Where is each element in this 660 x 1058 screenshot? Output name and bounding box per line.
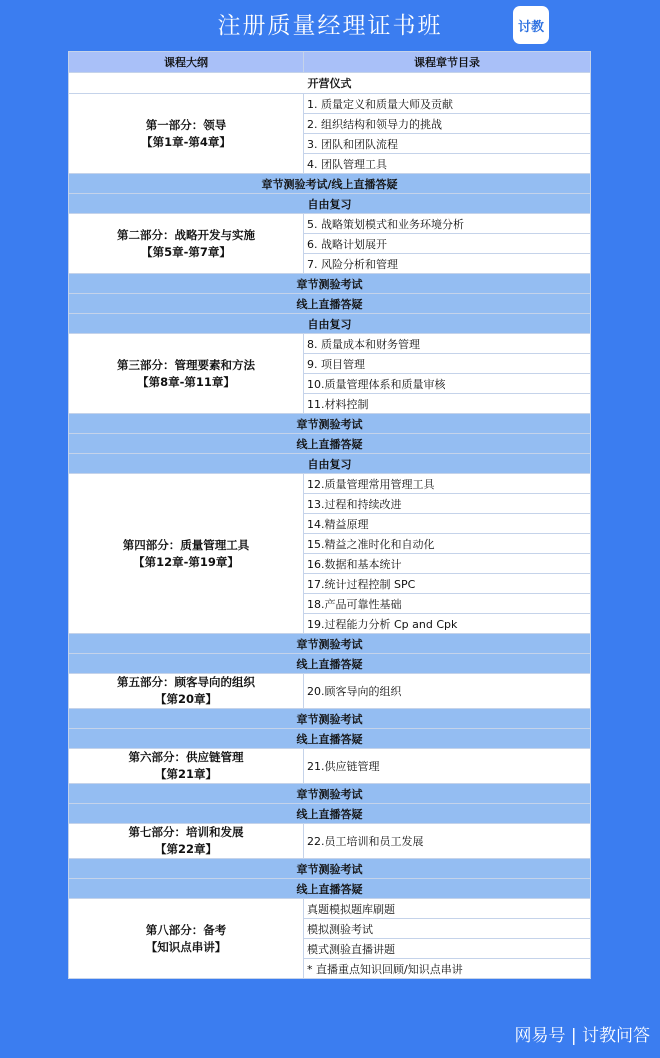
part-name: 第五部分：顾客导向的组织 <box>117 675 255 689</box>
chapter-item: 6. 战略计划展开 <box>304 234 591 254</box>
milestone-label: 章节测验考试/线上直播答疑 <box>69 174 591 194</box>
chapter-item: 8. 质量成本和财务管理 <box>304 334 591 354</box>
milestone-row <box>69 634 591 654</box>
chapter-item: 15.精益之准时化和自动化 <box>304 534 591 554</box>
table-row <box>69 674 591 709</box>
table-row <box>69 899 591 919</box>
part-range: 【第20章】 <box>154 692 217 706</box>
opening-row <box>69 73 591 94</box>
milestone-row <box>69 194 591 214</box>
part-name: 第二部分：战略开发与实施 <box>117 227 255 242</box>
part-cell <box>69 214 304 274</box>
milestone-row <box>69 879 591 899</box>
chapter-item: 9. 项目管理 <box>304 354 591 374</box>
chapter-item: 11.材料控制 <box>304 394 591 414</box>
part-range: 【第8章-第11章】 <box>137 374 235 389</box>
milestone-label: 线上直播答疑 <box>69 654 591 674</box>
chapter-item: 1. 质量定义和质量大师及贡献 <box>304 94 591 114</box>
chapter-item: 真题模拟题库刷题 <box>304 899 591 919</box>
chapter-item: 4. 团队管理工具 <box>304 154 591 174</box>
milestone-label: 线上直播答疑 <box>69 294 591 314</box>
milestone-label: 章节测验考试 <box>69 274 591 294</box>
chapter-item: 21.供应链管理 <box>304 749 591 784</box>
part-range: 【第21章】 <box>154 767 217 781</box>
milestone-row <box>69 294 591 314</box>
chapter-item: 12.质量管理常用管理工具 <box>304 474 591 494</box>
chapter-item: 模拟测验考试 <box>304 919 591 939</box>
table-header-row <box>69 52 591 73</box>
milestone-label: 自由复习 <box>69 314 591 334</box>
part-name: 第一部分：领导 <box>145 117 227 132</box>
milestone-label: 章节测验考试 <box>69 859 591 879</box>
milestone-row <box>69 804 591 824</box>
milestone-row <box>69 174 591 194</box>
part-cell <box>69 749 304 784</box>
milestone-row <box>69 729 591 749</box>
milestone-row <box>69 859 591 879</box>
part-cell <box>69 899 304 979</box>
watermark: 网易号 | 讨教问答 <box>514 1026 650 1046</box>
milestone-label: 自由复习 <box>69 454 591 474</box>
page-title: 注册质量经理证书班 <box>217 13 443 39</box>
opening-label: 开营仪式 <box>69 73 591 94</box>
part-cell <box>69 334 304 414</box>
milestone-label: 线上直播答疑 <box>69 729 591 749</box>
milestone-label: 线上直播答疑 <box>69 434 591 454</box>
milestone-label: 章节测验考试 <box>69 784 591 804</box>
course-table <box>68 51 590 979</box>
chapter-item: 16.数据和基本统计 <box>304 554 591 574</box>
table-row <box>69 749 591 784</box>
part-range: 【知识点串讲】 <box>145 939 227 954</box>
part-name: 第七部分：培训和发展 <box>128 825 244 839</box>
chapter-item: 7. 风险分析和管理 <box>304 254 591 274</box>
part-name: 第六部分：供应链管理 <box>128 750 244 764</box>
milestone-row <box>69 434 591 454</box>
chapter-item: 20.顾客导向的组织 <box>304 674 591 709</box>
chapter-item: 3. 团队和团队流程 <box>304 134 591 154</box>
chapter-item: 14.精益原理 <box>304 514 591 534</box>
part-name: 第四部分：质量管理工具 <box>122 537 250 552</box>
brand-logo: 讨教 <box>513 6 549 44</box>
chapter-item: 18.产品可靠性基础 <box>304 594 591 614</box>
milestone-row <box>69 274 591 294</box>
chapter-item: 模式测验直播讲题 <box>304 939 591 959</box>
table-row <box>69 214 591 234</box>
milestone-row <box>69 414 591 434</box>
chapter-item: 10.质量管理体系和质量审核 <box>304 374 591 394</box>
milestone-row <box>69 709 591 729</box>
chapter-item: 17.统计过程控制 SPC <box>304 574 591 594</box>
milestone-row <box>69 454 591 474</box>
chapter-item: 2. 组织结构和领导力的挑战 <box>304 114 591 134</box>
milestone-label: 线上直播答疑 <box>69 804 591 824</box>
chapter-item: * 直播重点知识回顾/知识点串讲 <box>304 959 591 979</box>
col-header-chapters: 课程章节目录 <box>304 52 591 73</box>
milestone-row <box>69 784 591 804</box>
milestone-label: 章节测验考试 <box>69 414 591 434</box>
milestone-label: 章节测验考试 <box>69 709 591 729</box>
chapter-item: 19.过程能力分析 Cp and Cpk <box>304 614 591 634</box>
part-cell <box>69 674 304 709</box>
table-row <box>69 824 591 859</box>
part-cell <box>69 94 304 174</box>
chapter-item: 22.员工培训和员工发展 <box>304 824 591 859</box>
milestone-label: 线上直播答疑 <box>69 879 591 899</box>
part-cell <box>69 474 304 634</box>
part-range: 【第5章-第7章】 <box>141 244 231 259</box>
part-range: 【第22章】 <box>154 842 217 856</box>
table-row <box>69 94 591 114</box>
table-row <box>69 474 591 494</box>
part-name: 第三部分：管理要素和方法 <box>117 357 255 372</box>
milestone-row <box>69 314 591 334</box>
milestone-row <box>69 654 591 674</box>
milestone-label: 自由复习 <box>69 194 591 214</box>
chapter-item: 13.过程和持续改进 <box>304 494 591 514</box>
part-range: 【第12章-第19章】 <box>133 554 239 569</box>
table-row <box>69 334 591 354</box>
milestone-label: 章节测验考试 <box>69 634 591 654</box>
part-name: 第八部分：备考 <box>145 922 227 937</box>
chapter-item: 5. 战略策划模式和业务环境分析 <box>304 214 591 234</box>
part-range: 【第1章-第4章】 <box>141 134 231 149</box>
part-cell <box>69 824 304 859</box>
col-header-outline: 课程大纲 <box>69 52 304 73</box>
